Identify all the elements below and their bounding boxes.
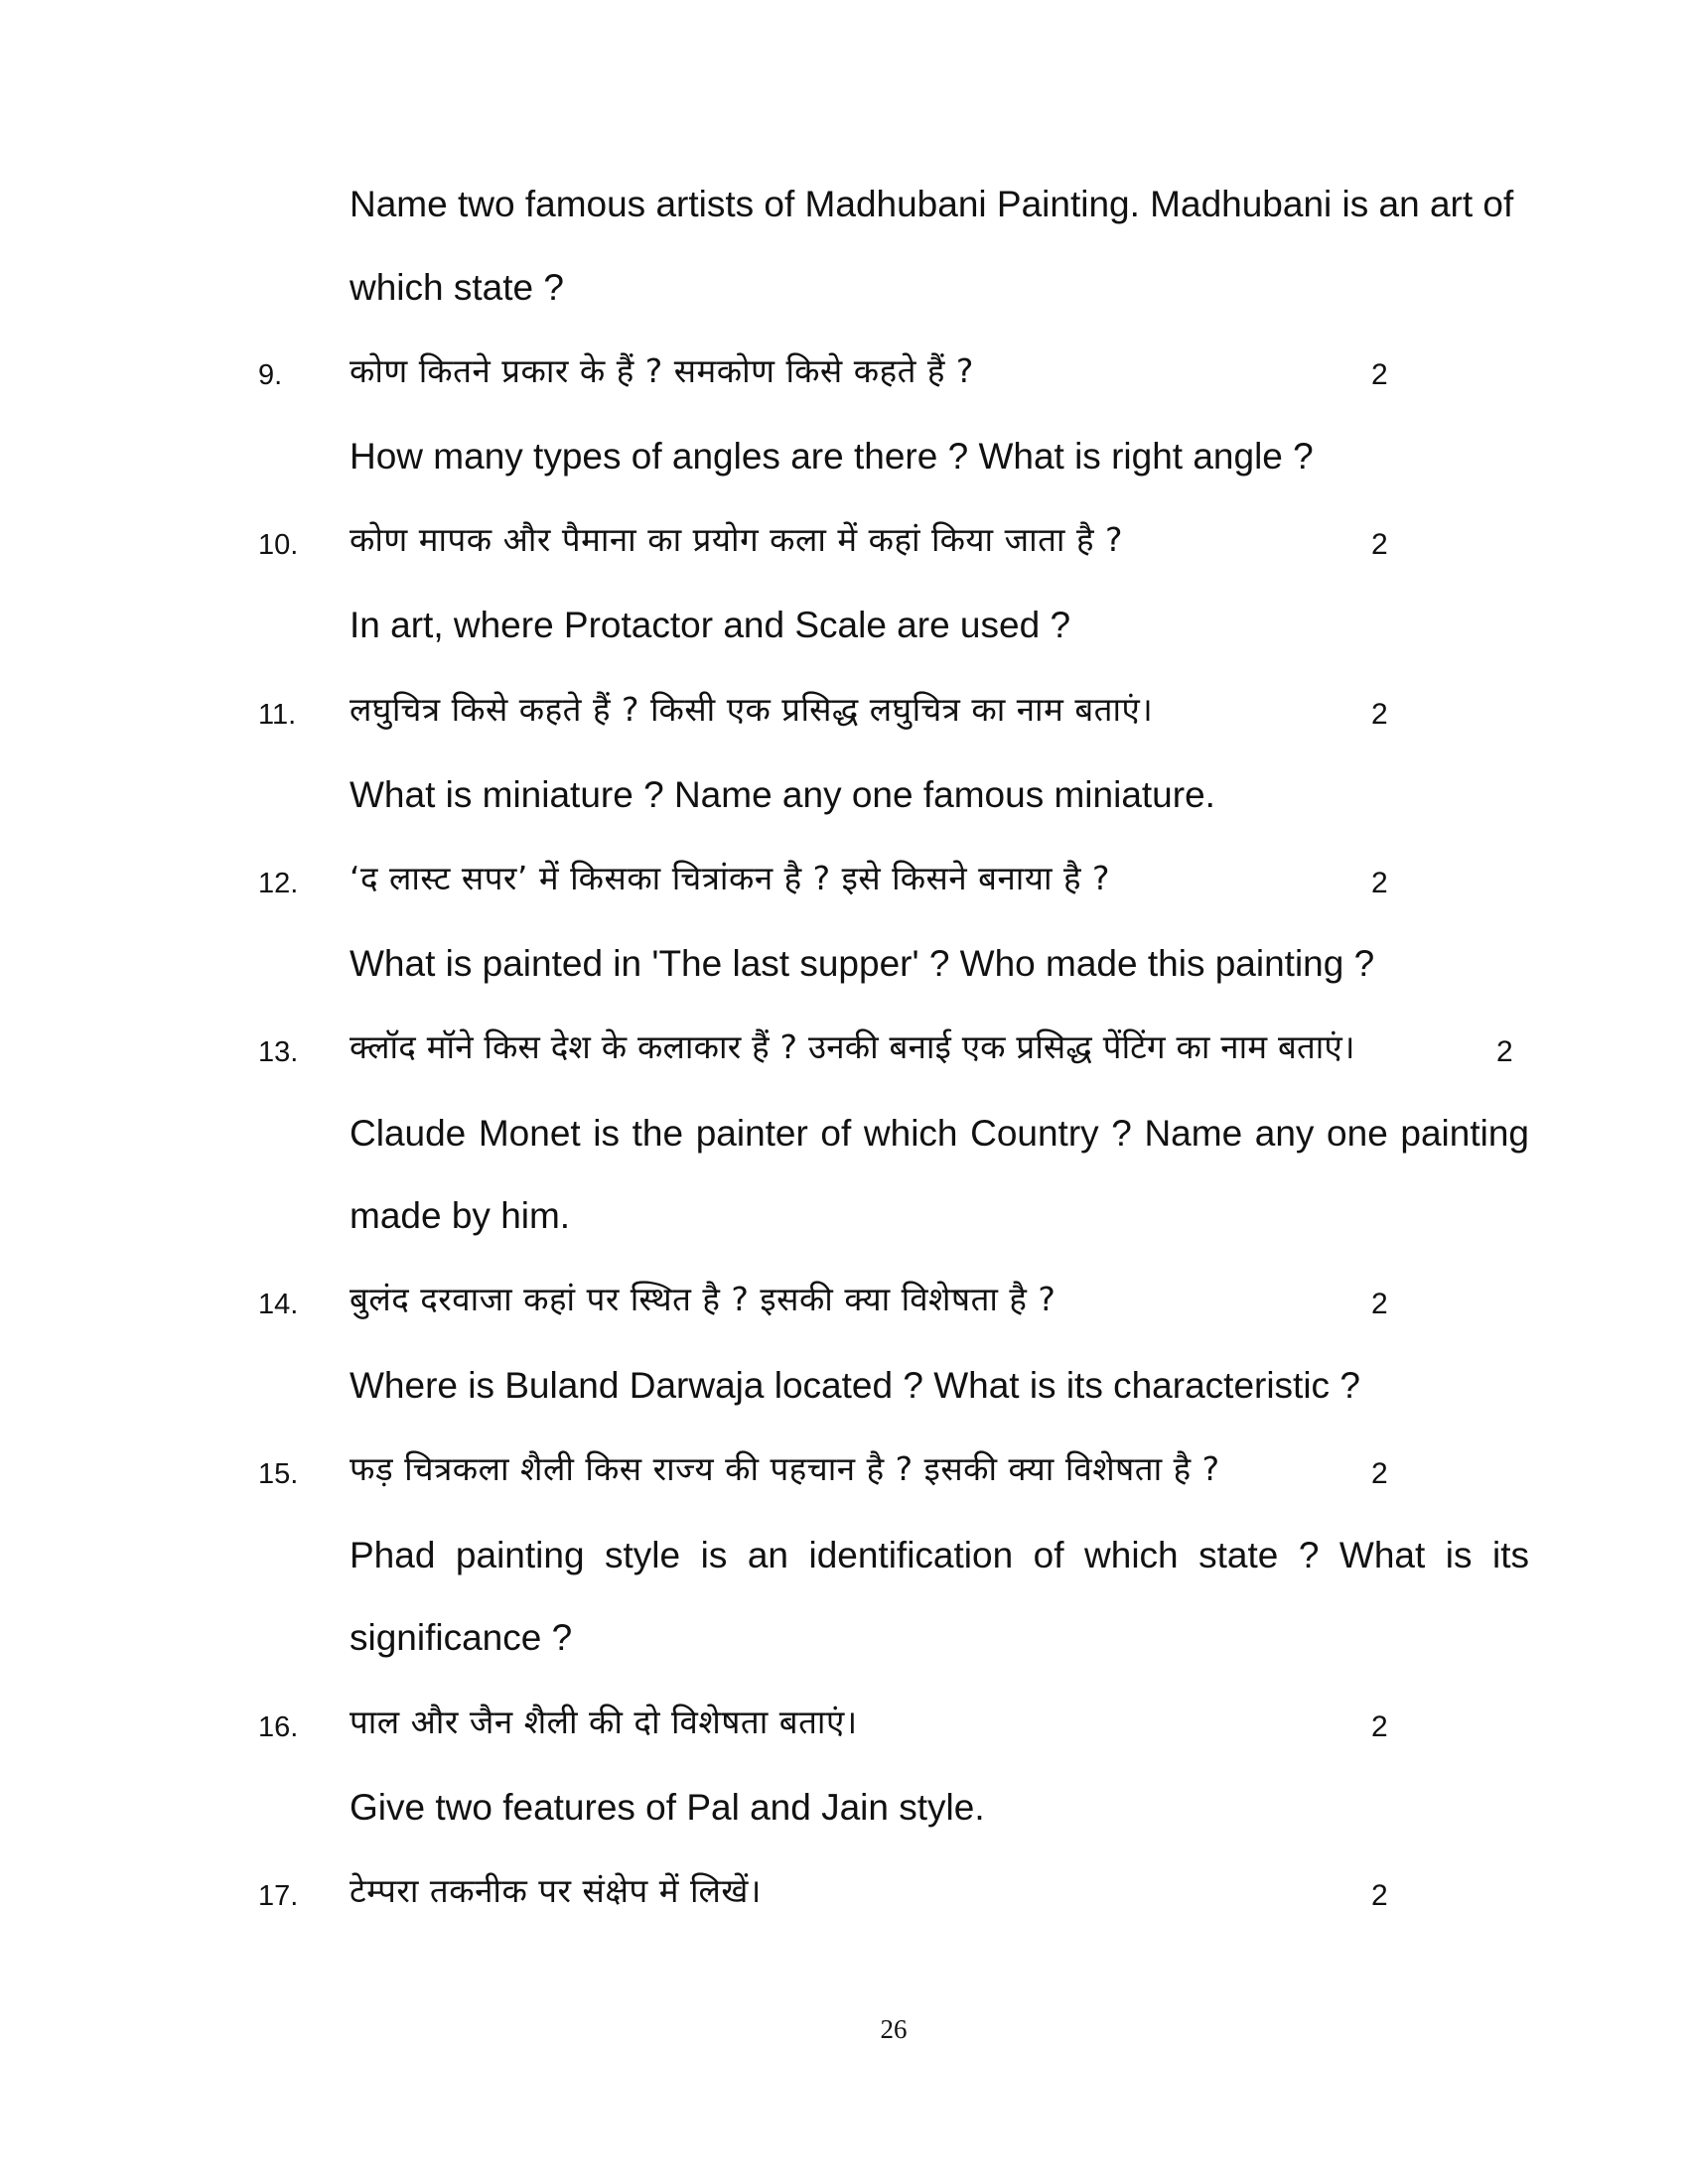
question-14-hindi: बुलंद दरवाजा कहां पर स्थित है ? इसकी क्या विशेषता है ? (350, 1280, 1056, 1318)
question-10-hindi: कोण मापक और पैमाना का प्रयोग कला में कहां किया जाता है ? (350, 520, 1123, 559)
question-16-english: Give two features of Pal and Jain style. (350, 1787, 985, 1828)
question-12-english: What is painted in 'The last supper' ? Who made this painting ? (350, 943, 1375, 984)
question-13-english-line-1: Claude Monet is the painter of which Country ? Name any one painting (350, 1113, 1529, 1154)
question-10-marks: 2 (1371, 528, 1388, 561)
question-number-15: 15. (258, 1458, 299, 1490)
question-15-english-line-2: significance ? (350, 1617, 573, 1658)
question-11-english: What is miniature ? Name any one famous miniature. (350, 774, 1215, 815)
question-9-hindi: कोण कितने प्रकार के हैं ? समकोण किसे कहते हैं ? (350, 351, 974, 390)
question-10-english: In art, where Protactor and Scale are used ? (350, 605, 1071, 645)
question-17-marks: 2 (1371, 1879, 1388, 1912)
question-number-13: 13. (258, 1036, 299, 1068)
question-number-16: 16. (258, 1711, 299, 1743)
question-9-marks: 2 (1371, 358, 1388, 391)
question-12-hindi: ‘द लास्ट सपर’ में किसका चित्रांकन है ? इसे किसने बनाया है ? (350, 859, 1111, 897)
question-15-marks: 2 (1371, 1457, 1388, 1490)
question-11-marks: 2 (1371, 698, 1388, 731)
question-number-11: 11. (258, 699, 297, 731)
question-14-english: Where is Buland Darwaja located ? What is its characteristic ? (350, 1365, 1360, 1406)
question-13-english-line-2: made by him. (350, 1195, 571, 1236)
q8-english-line-2: which state ? (350, 267, 564, 308)
question-11-hindi: लघुचित्र किसे कहते हैं ? किसी एक प्रसिद्ध लघुचित्र का नाम बताएं। (350, 690, 1154, 729)
question-16-hindi: पाल और जैन शैली की दो विशेषता बताएं। (350, 1703, 858, 1741)
question-15-hindi: फड़ चित्रकला शैली किस राज्य की पहचान है ? इसकी क्या विशेषता है ? (350, 1449, 1220, 1488)
question-14-marks: 2 (1371, 1288, 1388, 1320)
question-number-9: 9. (258, 359, 283, 391)
question-9-english: How many types of angles are there ? What is right angle ? (350, 436, 1314, 477)
question-17-hindi: टेम्परा तकनीक पर संक्षेप में लिखें। (350, 1871, 762, 1910)
page-number: 26 (880, 2014, 908, 2044)
question-number-12: 12. (258, 868, 299, 899)
q8-english-line-1: Name two famous artists of Madhubani Painting. Madhubani is an art of (350, 184, 1514, 224)
question-number-14: 14. (258, 1289, 299, 1320)
question-15-english-line-1: Phad painting style is an identification of which state ? What is its (350, 1535, 1529, 1575)
question-12-marks: 2 (1371, 867, 1388, 899)
question-13-hindi: क्लॉद मॉने किस देश के कलाकार हैं ? उनकी बनाई एक प्रसिद्ध पेंटिंग का नाम बताएं। (350, 1027, 1355, 1066)
question-number-17: 17. (258, 1880, 299, 1912)
question-16-marks: 2 (1371, 1710, 1388, 1743)
question-number-10: 10. (258, 529, 299, 561)
question-13-marks: 2 (1496, 1035, 1513, 1068)
